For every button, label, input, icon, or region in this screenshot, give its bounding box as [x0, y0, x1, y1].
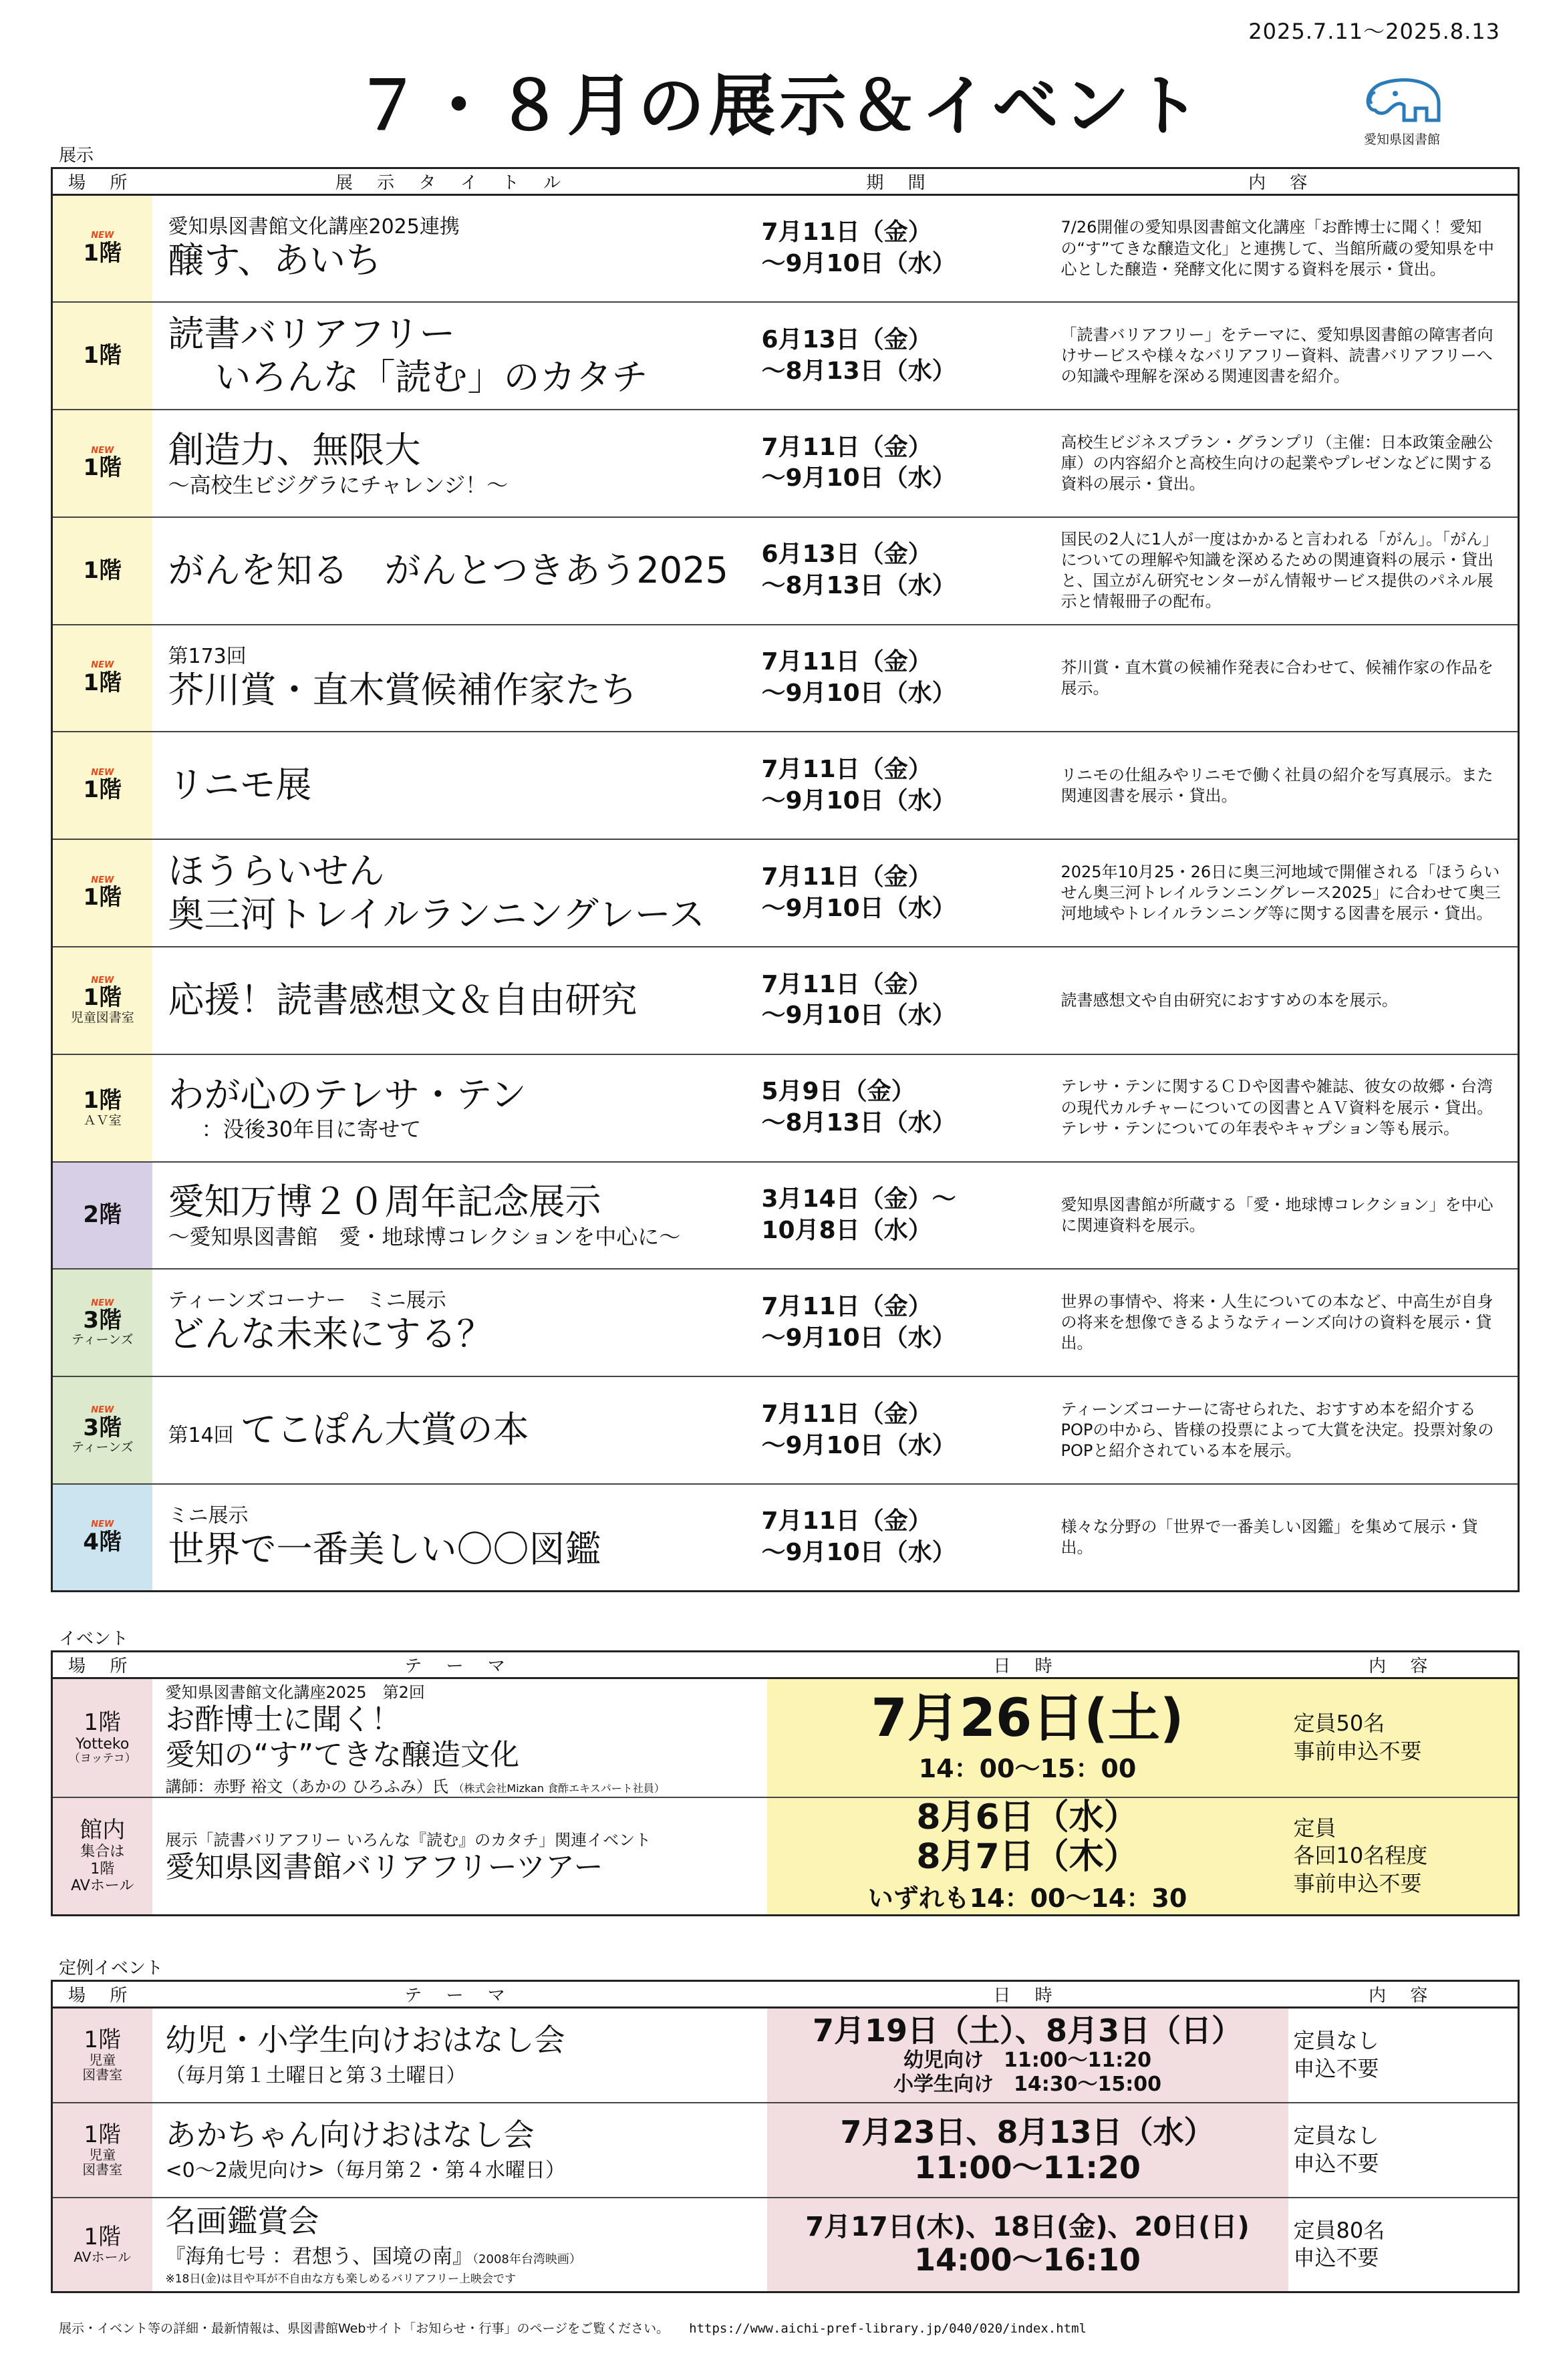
regular-floor-sub2: 図書室: [82, 2067, 123, 2083]
period-end: ～8月13日（水）: [761, 357, 956, 385]
exhibition-floor: 1階: [83, 884, 122, 911]
exhibition-period: [754, 1269, 1048, 1376]
event-floor: 館内: [80, 1817, 126, 1844]
date-range: 2025.7.11～2025.8.13: [1248, 19, 1500, 44]
exhibition-description: 2025年10月25・26日に奥三河地域で開催される「ほうらいせん奥三河トレイルランニングレース2025」に合わせて奥三河地域やトレイルランニング等に関する図書を展示・貸出。: [1048, 839, 1519, 947]
footer-url-link[interactable]: https://www.aichi-pref-library.jp/040/020/index.html: [689, 2321, 1087, 2336]
exhibition-main-title: 世界で一番美しい〇〇図鑑: [168, 1527, 601, 1570]
event-datetime: [767, 1797, 1288, 1916]
exhibition-title: [152, 839, 754, 947]
period-end: ～9月10日（水）: [761, 1002, 956, 1030]
exhibition-period: [754, 1484, 1048, 1592]
header-content: 内 容: [1048, 168, 1519, 195]
regular-events-table: [51, 1980, 1520, 2293]
header-theme: テ ー マ: [152, 1981, 767, 2008]
regular-floor-sub2: 図書室: [82, 2162, 123, 2178]
regular-event-row: [52, 2198, 1519, 2292]
new-badge: NEW: [91, 231, 114, 241]
regular-location: [52, 2008, 152, 2103]
exhibition-floor-sub: ティーンズ: [71, 1332, 134, 1348]
event-lecturer-name: 講師：赤野 裕文（あかの ひろふみ）氏: [165, 1777, 448, 1796]
exhibition-description: 読書感想文や自由研究におすすめの本を展示。: [1048, 947, 1519, 1054]
period-start: 7月11日（金）: [761, 648, 932, 676]
exhibition-row: [52, 1054, 1519, 1162]
regular-floor-sub: 児童: [89, 2052, 116, 2069]
regular-subtitle: （毎月第１土曜日と第３土曜日）: [165, 2064, 466, 2088]
exhibition-description: 芥川賞・直木賞の候補作発表に合わせて、候補作家の作品を展示。: [1048, 625, 1519, 732]
exhibitions-table: [51, 167, 1520, 1592]
period-end: 10月8日（水）: [761, 1217, 932, 1245]
event-time: 14：00～15：00: [918, 1754, 1137, 1784]
exhibition-floor: 1階: [83, 239, 122, 267]
regular-floor-sub: 児童: [89, 2147, 116, 2164]
exhibition-floor: 3階: [83, 1414, 122, 1441]
exhibition-period: [754, 1054, 1048, 1162]
regular-events-label: 定例イベント: [59, 1958, 164, 1978]
exhibition-floor: 1階: [83, 669, 122, 696]
event-capacity: 定員50名: [1293, 1710, 1385, 1737]
exhibition-location: [52, 625, 152, 732]
exhibition-description: テレサ・テンに関するＣＤや図書や雑誌、彼女の故郷・台湾の現代カルチャーについての図書とＡＶ資料を展示・貸出。テレサ・テンについての年表やキャプション等も展示。: [1048, 1054, 1519, 1162]
exhibition-row: [52, 947, 1519, 1054]
new-badge: NEW: [91, 660, 114, 671]
regular-time: 14:00～16:10: [914, 2241, 1141, 2278]
regular-time-2: 小学生向け 14:30～15:00: [893, 2073, 1161, 2097]
exhibition-main-title: てこぽん大賞の本: [240, 1408, 529, 1451]
regular-floor: 1階: [84, 2027, 122, 2054]
regular-date: 7月17日(木)、18日(金)、20日(日): [805, 2211, 1250, 2242]
period-end: ～8月13日（水）: [761, 1109, 956, 1137]
exhibition-main-title: 応援！読書感想文＆自由研究: [168, 979, 637, 1022]
event-datetime: [767, 1678, 1288, 1797]
exhibition-period: [754, 302, 1048, 410]
event-content: [1288, 1678, 1519, 1797]
exhibition-pre-title: 第14回: [168, 1424, 234, 1448]
exhibition-period: [754, 839, 1048, 947]
logo-text: 愛知県図書館: [1363, 132, 1440, 147]
event-title-2: 愛知の“す”てきな醸造文化: [165, 1737, 520, 1772]
event-floor-sub2: （ヨッテコ）: [68, 1752, 136, 1766]
exhibition-subtitle: ～愛知県図書館 愛・地球博コレクションを中心に～: [168, 1224, 681, 1250]
event-date: 7月26日(土): [871, 1688, 1184, 1749]
period-start: 6月13日（金）: [761, 541, 932, 569]
regular-capacity: 定員なし: [1293, 2028, 1379, 2054]
footer: [59, 2319, 1087, 2337]
regular-datetime: [767, 2008, 1288, 2103]
event-location: [52, 1797, 152, 1916]
exhibition-period: [754, 625, 1048, 732]
regular-floor-sub: AVホール: [74, 2248, 132, 2265]
exhibition-row: [52, 302, 1519, 410]
exhibition-description: 様々な分野の「世界で一番美しい図鑑」を集めて展示・貸出。: [1048, 1484, 1519, 1592]
event-capacity-2: 各回10名程度: [1293, 1843, 1428, 1869]
exhibition-period: [754, 517, 1048, 625]
exhibition-description: 国民の2人に1人が一度はかかると言われる「がん」。「がん」についての理解や知識を深めるための関連資料の展示・貸出と、国立がん研究センターがん情報サービス提供のパネル展示と情報冊子の配布。: [1048, 517, 1519, 625]
header-content: 内 容: [1288, 1652, 1519, 1678]
period-end: ～9月10日（水）: [761, 1431, 956, 1459]
exhibition-period: [754, 1376, 1048, 1484]
regular-title: 名画鑑賞会: [165, 2203, 319, 2240]
exhibition-floor-sub: 児童図書室: [70, 1010, 134, 1025]
regular-content: [1288, 2008, 1519, 2103]
event-floor-sub3: AVホール: [71, 1878, 134, 1895]
exhibition-row: [52, 410, 1519, 517]
exhibition-pre-title: 第173回: [168, 644, 247, 668]
exhibition-main-title: がんを知る がんとつきあう2025: [168, 549, 728, 591]
exhibition-period: [754, 195, 1048, 303]
event-lecturer-affil: （株式会社Mizkan 食酢エキスパート社員）: [453, 1781, 665, 1795]
event-content: [1288, 1797, 1519, 1916]
exhibition-location: [52, 839, 152, 947]
exhibition-title: [152, 302, 754, 410]
period-end: ～9月10日（水）: [761, 1324, 956, 1352]
regular-event-row: [52, 2008, 1519, 2103]
exhibitions-label: 展示: [59, 146, 94, 166]
period-end: ～9月10日（水）: [761, 680, 956, 708]
exhibition-description: 高校生ビジネスプラン・グランプリ（主催：日本政策金融公庫）の内容紹介と高校生向けの起業やプレゼンなどに関する資料の展示・貸出。: [1048, 410, 1519, 517]
exhibition-description: リニモの仕組みやリニモで働く社員の紹介を写真展示。また関連図書を展示・貸出。: [1048, 732, 1519, 839]
events-label: イベント: [59, 1629, 129, 1649]
exhibition-pre-title: ミニ展示: [168, 1503, 249, 1527]
exhibition-pre-title: ティーンズコーナー ミニ展示: [168, 1289, 446, 1313]
event-title: 愛知県図書館バリアフリーツアー: [165, 1849, 603, 1884]
exhibition-main-title: 芥川賞・直木賞候補作家たち: [168, 668, 637, 711]
event-theme: [152, 1678, 767, 1797]
exhibition-floor-sub: ＡＶ室: [83, 1112, 122, 1128]
exhibition-location: [52, 1269, 152, 1376]
regular-floor: 1階: [84, 2121, 122, 2148]
period-start: 7月11日（金）: [761, 1400, 932, 1428]
exhibition-title: [152, 732, 754, 839]
header-theme: テ ー マ: [152, 1652, 767, 1678]
header-location: 場 所: [52, 1652, 152, 1678]
exhibition-floor-sub: ティーンズ: [71, 1440, 134, 1455]
exhibition-location: [52, 1376, 152, 1484]
header-title: 展 示 タ イ ト ル: [152, 168, 754, 195]
new-badge: NEW: [91, 976, 114, 986]
exhibition-location: [52, 517, 152, 625]
exhibition-title: [152, 1269, 754, 1376]
exhibition-period: [754, 1162, 1048, 1270]
regular-floor: 1階: [84, 2223, 122, 2250]
exhibition-main-title: わが心のテレサ・テン: [168, 1073, 527, 1116]
event-title: お酢博士に聞く！: [165, 1702, 401, 1737]
period-start: 7月11日（金）: [761, 970, 932, 998]
new-badge: NEW: [91, 445, 114, 456]
exhibition-row: [52, 517, 1519, 625]
exhibition-title: [152, 1162, 754, 1270]
regular-film-title: 『海角七号 ：君想う、国境の南』: [165, 2245, 473, 2269]
period-start: 7月11日（金）: [761, 756, 932, 784]
event-row: [52, 1678, 1519, 1797]
exhibition-title: [152, 1376, 754, 1484]
period-end: ～8月13日（水）: [761, 572, 956, 600]
exhibition-title: [152, 1054, 754, 1162]
period-start: 7月11日（金）: [761, 863, 932, 891]
regular-theme: [152, 2103, 767, 2198]
period-end: ～9月10日（水）: [761, 250, 956, 278]
exhibition-floor: 1階: [83, 1087, 122, 1114]
period-start: 3月14日（金）～: [761, 1185, 956, 1213]
exhibition-location: [52, 1484, 152, 1592]
event-floor: 1階: [84, 1708, 122, 1736]
event-floor-sub: 集合は: [80, 1843, 125, 1861]
period-start: 6月13日（金）: [761, 325, 932, 353]
regular-application: 申込不要: [1293, 2245, 1379, 2271]
exhibition-row: [52, 195, 1519, 303]
exhibition-description: 愛知県図書館が所蔵する「愛・地球博コレクション」を中心に関連資料を展示。: [1048, 1162, 1519, 1270]
exhibition-row: [52, 1269, 1519, 1376]
exhibition-main-title: 醸す、あいち: [168, 239, 382, 281]
header-period: 期 間: [754, 168, 1048, 195]
exhibition-description: 世界の事情や、将来・人生についての本など、中高生が自身の将来を想像できるようなティーンズ向けの資料を展示・貸出。: [1048, 1269, 1519, 1376]
new-badge: NEW: [91, 1405, 114, 1416]
elephant-logo-icon: [1352, 73, 1452, 127]
exhibition-floor: 1階: [83, 454, 122, 481]
exhibition-floor: 1階: [83, 776, 122, 804]
event-time: いずれも14：00～14：30: [867, 1884, 1187, 1914]
period-end: ～9月10日（水）: [761, 1539, 956, 1567]
period-start: 7月11日（金）: [761, 433, 932, 461]
exhibition-location: [52, 195, 152, 303]
exhibition-floor: 2階: [83, 1201, 122, 1229]
exhibition-row: [52, 1484, 1519, 1592]
period-start: 7月11日（金）: [761, 218, 932, 247]
exhibition-main-title-2: いろんな「読む」のカタチ: [215, 355, 648, 398]
page-title: ７・８月の展示＆イベント: [354, 67, 1205, 145]
exhibition-row: [52, 839, 1519, 947]
exhibition-subtitle: ：没後30年目に寄せて: [201, 1117, 422, 1143]
regular-date: 7月19日（土）、8月3日（日）: [812, 2013, 1243, 2049]
exhibition-description: ティーンズコーナーに寄せられた、おすすめ本を紹介するPOPの中から、皆様の投票によって大賞を決定。投票対象のPOPと紹介されている本を展示。: [1048, 1376, 1519, 1484]
regular-location: [52, 2103, 152, 2198]
regular-location: [52, 2198, 152, 2292]
exhibition-location: [52, 410, 152, 517]
exhibition-title: [152, 625, 754, 732]
exhibition-floor: 1階: [83, 557, 122, 584]
regular-datetime: [767, 2198, 1288, 2292]
exhibition-row: [52, 1162, 1519, 1270]
exhibition-main-title: 読書バリアフリー: [168, 312, 456, 355]
regular-film-year: （2008年台湾映画）: [472, 2252, 581, 2267]
new-badge: NEW: [91, 768, 114, 778]
regular-time: 幼児向け 11:00～11:20: [903, 2049, 1151, 2073]
event-location: [52, 1678, 152, 1797]
exhibition-location: [52, 1162, 152, 1270]
regular-content: [1288, 2103, 1519, 2198]
regular-capacity: 定員なし: [1293, 2122, 1379, 2148]
event-lecturer: [166, 1773, 767, 1797]
exhibition-title: [152, 1484, 754, 1592]
library-logo: [1345, 73, 1459, 148]
event-application: 事前申込不要: [1293, 1738, 1422, 1764]
event-row: [52, 1797, 1519, 1916]
exhibition-main-title: リニモ展: [168, 764, 312, 806]
exhibition-floor: 4階: [83, 1528, 122, 1555]
period-end: ～9月10日（水）: [761, 464, 956, 492]
period-start: 7月11日（金）: [761, 1507, 932, 1535]
exhibition-location: [52, 947, 152, 1054]
regular-film: [166, 2240, 767, 2269]
period-start: 5月9日（金）: [761, 1078, 915, 1106]
exhibition-period: [754, 732, 1048, 839]
period-end: ～9月10日（水）: [761, 786, 956, 814]
exhibition-title: [152, 947, 754, 1054]
exhibition-row: [52, 1376, 1519, 1484]
exhibition-floor: 1階: [83, 984, 122, 1012]
exhibition-title: [152, 195, 754, 303]
exhibition-floor: 1階: [83, 342, 122, 369]
event-date: 8月6日（水）: [916, 1797, 1139, 1837]
footer-text: 展示・イベント等の詳細・最新情報は、県図書館Webサイト「お知らせ・行事」のページをご覧ください。: [59, 2321, 670, 2336]
exhibition-period: [754, 947, 1048, 1054]
exhibition-main-title: どんな未来にする？: [168, 1313, 493, 1356]
header-location: 場 所: [52, 168, 152, 195]
event-application: 事前申込不要: [1293, 1870, 1422, 1896]
new-badge: NEW: [91, 1519, 114, 1530]
regular-note: ※18日(金)は目や耳が不自由な方も楽しめるバリアフリー上映会です: [165, 2272, 516, 2286]
exhibition-location: [52, 302, 152, 410]
exhibition-subtitle: ～高校生ビジグラにチャレンジ！～: [168, 472, 509, 498]
exhibition-period: [754, 410, 1048, 517]
exhibition-description: 7/26開催の愛知県図書館文化講座「お酢博士に聞く！愛知の“す”てきな醸造文化」と連携して、当館所蔵の愛知県を中心とした醸造・発酵文化に関する資料を展示・貸出。: [1048, 195, 1519, 303]
regular-event-row: [52, 2103, 1519, 2198]
regular-subtitle: <0～2歳児向け>（毎月第２・第４水曜日）: [165, 2159, 565, 2183]
regular-title: あかちゃん向けおはなし会: [165, 2116, 535, 2153]
exhibition-main-title: 創造力、無限大: [168, 428, 421, 471]
exhibition-pre-title: 愛知県図書館文化講座2025連携: [168, 214, 460, 239]
events-table: [51, 1650, 1520, 1916]
exhibition-title: [152, 517, 754, 625]
regular-title: 幼児・小学生向けおはなし会: [165, 2022, 565, 2059]
event-floor-sub2: 1階: [90, 1860, 115, 1878]
exhibition-main-title-2: 奥三河トレイルランニングレース: [168, 893, 706, 935]
header-content: 内 容: [1288, 1981, 1519, 2008]
event-pre-title: 愛知県図書館文化講座2025 第2回: [165, 1683, 425, 1702]
period-end: ～9月10日（水）: [761, 894, 956, 922]
exhibition-floor: 3階: [83, 1306, 122, 1334]
regular-time: 11:00～11:20: [914, 2149, 1141, 2186]
period-start: 7月11日（金）: [761, 1293, 932, 1321]
header-location: 場 所: [52, 1981, 152, 2008]
exhibition-description: 「読書バリアフリー」をテーマに、愛知県図書館の障害者向けサービスや様々なバリアフリー資料、読書バリアフリーへの知識や理解を深める関連図書を紹介。: [1048, 302, 1519, 410]
event-capacity: 定員: [1293, 1815, 1336, 1841]
regular-content: [1288, 2198, 1519, 2292]
regular-datetime: [767, 2103, 1288, 2198]
regular-application: 申込不要: [1293, 2055, 1379, 2081]
regular-date: 7月23日、8月13日（水）: [840, 2113, 1215, 2150]
regular-capacity: 定員80名: [1293, 2217, 1385, 2243]
regular-application: 申込不要: [1293, 2150, 1379, 2176]
new-badge: NEW: [91, 1298, 114, 1308]
header-datetime: 日 時: [767, 1981, 1288, 2008]
exhibition-main-title: ほうらいせん: [168, 849, 385, 892]
regular-theme: [152, 2008, 767, 2103]
exhibition-main-title: 愛知万博２０周年記念展示: [168, 1181, 601, 1223]
event-pre-title: 展示「読書バリアフリー いろんな『読む』のカタチ」関連イベント: [165, 1830, 652, 1849]
exhibition-row: [52, 732, 1519, 839]
exhibition-title: [152, 410, 754, 517]
event-date-2: 8月7日（木）: [916, 1837, 1139, 1878]
header-datetime: 日 時: [767, 1652, 1288, 1678]
event-floor-sub: Yotteko: [76, 1735, 130, 1753]
event-theme: [152, 1797, 767, 1916]
exhibition-location: [52, 1054, 152, 1162]
exhibition-row: [52, 625, 1519, 732]
exhibition-location: [52, 732, 152, 839]
new-badge: NEW: [91, 875, 114, 885]
regular-theme: [152, 2198, 767, 2292]
